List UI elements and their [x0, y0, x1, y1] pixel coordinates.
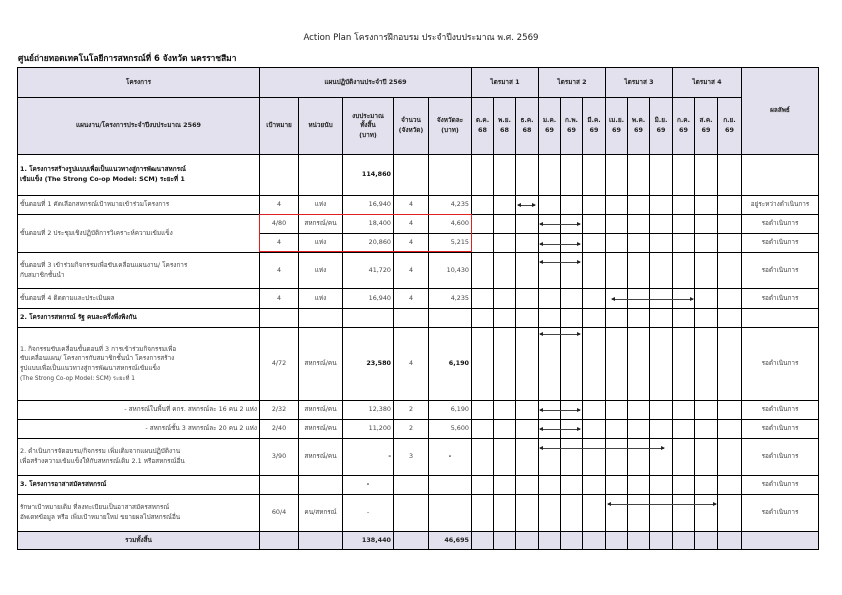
activity-name: - สหกรณ์ชั้น 3 สหกรณ์ละ 20 คน 2 แห่ง [18, 420, 260, 439]
section-title: 2. โครงการสหกรณ์ รัฐ คนละครึ่งพึ่งพิงกัน [18, 309, 260, 328]
budget-cell: 11,200 [343, 420, 394, 439]
budget-cell: - [343, 439, 394, 476]
timeline-arrow-activity2 [540, 448, 664, 449]
result-status: รอดำเนินการ [742, 420, 819, 439]
provinces-cell: 4 [394, 328, 429, 401]
table-row [18, 215, 819, 234]
budget-cell: 18,400 [343, 215, 394, 234]
per-province-cell: 4,235 [429, 196, 472, 215]
provinces-cell: 4 [394, 215, 429, 234]
provinces-cell: 2 [394, 420, 429, 439]
per-province-cell: 6,190 [429, 401, 472, 420]
header-quarter-4: ไตรมาส 4 [673, 68, 742, 98]
header-row-2 [18, 98, 819, 155]
provinces-cell: 3 [394, 439, 429, 476]
total-label: รวมทั้งสิ้น [18, 532, 260, 550]
provinces-cell: 4 [394, 253, 429, 289]
activity-name: รักษาเป้าหมายเดิม ที่ลงทะเบียนเป็นอาสาสมัครสหกรณ์ อัพเดทข้อมูล หรือ เพิ่มเป้าหมายใหม่ ขยายผลไปสหกรณ์อื่น [18, 495, 260, 532]
result-status: รอดำเนินการ [742, 215, 819, 234]
target-cell: 2/40 [260, 420, 299, 439]
header-project: แผนงาน/โครงการประจำปีงบประมาณ 2569 [18, 98, 260, 155]
target-cell: 2/32 [260, 401, 299, 420]
unit-cell: สหกรณ์/คน [299, 215, 343, 234]
header-month: ธ.ค. 68 [516, 98, 539, 155]
activity-name: ขั้นตอนที่ 3 เข้าร่วมกิจกรรมเพื่อขับเคลื่อนแผนงาน/ โครงการ กับสมาชิกชั้นนำ [18, 253, 260, 289]
activity-name: 1. กิจกรรมขับเคลื่อนขั้นตอนที่ 3 การเข้าร่วมกิจกรรมเพื่อ ขับเคลื่อนแผน/ โครงการกับสมาชิกชั้นนำ โครงการสร้าง รูปแบบเพื่อเป็นแนวทางสู่การพัฒนาสหกรณ์เข้มแข็ง (The Strong Co-op Model: SCM) ระยะที่ 1 [18, 328, 260, 401]
header-month: ม.ค. 69 [539, 98, 561, 155]
table-row [18, 289, 819, 309]
result-status: รอดำเนินการ [742, 476, 819, 495]
table-row [18, 328, 819, 401]
target-cell: 4/80 [260, 215, 299, 234]
section-row-3 [18, 476, 819, 495]
activity-name: ขั้นตอนที่ 2 ประชุมเชิงปฏิบัติการวิเคราะห์ความเข้มแข็ง [18, 215, 260, 253]
table-row [18, 439, 819, 476]
unit-cell: สหกรณ์/คน [299, 439, 343, 476]
table-row [18, 196, 819, 215]
header-budget: งบประมาณ ทั้งสิ้น (บาท) [343, 98, 394, 155]
section-title: 3. โครงการอาสาสมัครสหกรณ์ [18, 476, 260, 495]
header-quarter-1: ไตรมาส 1 [472, 68, 539, 98]
per-province-cell: 4,235 [429, 289, 472, 309]
target-cell: 4 [260, 253, 299, 289]
per-province-cell: 5,600 [429, 420, 472, 439]
target-cell: 4 [260, 196, 299, 215]
section-row-1 [18, 155, 819, 196]
section-row-2 [18, 309, 819, 328]
header-row-1 [18, 68, 819, 98]
target-cell: 3/90 [260, 439, 299, 476]
unit-cell: แห่ง [299, 234, 343, 253]
timeline-arrow-step1 [518, 205, 535, 206]
header-per-province: จังหวัดละ (บาท) [429, 98, 472, 155]
section-title: 1. โครงการสร้างรูปแบบเพื่อเป็นแนวทางสู่การพัฒนาสหกรณ์ เข้มแข็ง (The Strong Co-op Model: SCM) ระยะที่ 1 [18, 155, 260, 196]
activity-name: ขั้นตอนที่ 1 คัดเลือกสหกรณ์เป้าหมายเข้าร่วมโครงการ [18, 196, 260, 215]
provinces-cell: 4 [394, 234, 429, 253]
result-status: รอดำเนินการ [742, 439, 819, 476]
header-unit: หน่วยนับ [299, 98, 343, 155]
total-row [18, 532, 819, 550]
per-province-cell: 5,215 [429, 234, 472, 253]
unit-cell: สหกรณ์/คน [299, 401, 343, 420]
header-result: ผลลัพธ์ [742, 68, 819, 155]
total-per-province: 46,695 [429, 532, 472, 550]
budget-cell: - [343, 495, 394, 532]
timeline-arrow-step2b [540, 244, 580, 245]
result-status: รอดำเนินการ [742, 289, 819, 309]
result-status: รอดำเนินการ [742, 495, 819, 532]
header-month: ก.ย. 69 [718, 98, 742, 155]
header-month: เม.ย. 69 [606, 98, 628, 155]
result-status: รอดำเนินการ [742, 328, 819, 401]
result-status: รอดำเนินการ [742, 401, 819, 420]
timeline-arrow-step4 [612, 299, 693, 300]
total-budget: 138,440 [343, 532, 394, 550]
result-status: อยู่ระหว่างดำเนินการ [742, 196, 819, 215]
header-provinces: จำนวน (จังหวัด) [394, 98, 429, 155]
per-province-cell: 6,190 [429, 328, 472, 401]
activity-name: ขั้นตอนที่ 4 ติดตามและประเมินผล [18, 289, 260, 309]
header-month: พ.ย. 68 [494, 98, 516, 155]
per-province-cell: 10,430 [429, 253, 472, 289]
target-cell: 4/72 [260, 328, 299, 401]
activity-name: - สหกรณ์ในพื้นที่ คกร. สหกรณ์ละ 16 คน 2 แห่ง [18, 401, 260, 420]
timeline-arrow-sub1 [540, 410, 580, 411]
timeline-arrow-volunteer [608, 504, 716, 505]
target-cell: 4 [260, 289, 299, 309]
table-row [18, 495, 819, 532]
budget-cell: - [343, 476, 394, 495]
budget-cell: 20,860 [343, 234, 394, 253]
timeline-arrow-sub2 [540, 429, 580, 430]
provinces-cell: 4 [394, 289, 429, 309]
document-subtitle: ศูนย์ถ่ายทอดเทคโนโลยีการสหกรณ์ที่ 6 จังหวัด นครราชสีมา [18, 53, 237, 63]
result-status: รอดำเนินการ [742, 253, 819, 289]
header-month: ส.ค. 69 [695, 98, 718, 155]
budget-cell: 23,580 [343, 328, 394, 401]
timeline-arrow-activity1 [540, 334, 580, 335]
header-target: เป้าหมาย [260, 98, 299, 155]
result-status: รอดำเนินการ [742, 234, 819, 253]
budget-cell: 16,940 [343, 289, 394, 309]
provinces-cell: 4 [394, 196, 429, 215]
per-province-cell: - [429, 439, 472, 476]
header-month: ก.ค. 69 [673, 98, 695, 155]
header-month: ก.พ. 69 [561, 98, 583, 155]
timeline-arrow-step2a [540, 224, 580, 225]
unit-cell: แห่ง [299, 253, 343, 289]
header-month: พ.ค. 69 [628, 98, 650, 155]
table-row [18, 253, 819, 289]
header-project-group: โครงการ [18, 68, 260, 98]
table-row [18, 401, 819, 420]
header-month: มี.ค. 69 [583, 98, 606, 155]
budget-cell: 12,380 [343, 401, 394, 420]
unit-cell: สหกรณ์/คน [299, 420, 343, 439]
document-title: Action Plan โครงการฝึกอบรม ประจำปีงบประมาณ พ.ศ. 2569 [303, 33, 539, 43]
per-province-cell: 4,600 [429, 215, 472, 234]
budget-cell: 114,860 [343, 155, 394, 196]
unit-cell: แห่ง [299, 196, 343, 215]
activity-name: 2. ดำเนินการจัดอบรม/กิจกรรม เพิ่มเติมจากแผนปฏิบัติงาน เพื่อสร้างความเข้มแข็งให้กับสหกรณ์เดิม 2.1 หรือสหกรณ์อื่น [18, 439, 260, 476]
provinces-cell: 2 [394, 401, 429, 420]
header-quarter-3: ไตรมาส 3 [606, 68, 673, 98]
action-plan-table [17, 67, 819, 550]
timeline-arrow-step3 [540, 262, 580, 263]
unit-cell: สหกรณ์/คน [299, 328, 343, 401]
header-month: มิ.ย. 69 [650, 98, 673, 155]
header-quarter-2: ไตรมาส 2 [539, 68, 606, 98]
unit-cell: แห่ง [299, 289, 343, 309]
target-cell: 60/4 [260, 495, 299, 532]
header-plan-group: แผนปฏิบัติงานประจำปี 2569 [260, 68, 472, 98]
target-cell: 4 [260, 234, 299, 253]
budget-cell: 41,720 [343, 253, 394, 289]
header-month: ต.ค. 68 [472, 98, 494, 155]
unit-cell: คน/สหกรณ์ [299, 495, 343, 532]
table-row [18, 420, 819, 439]
budget-cell: 16,940 [343, 196, 394, 215]
